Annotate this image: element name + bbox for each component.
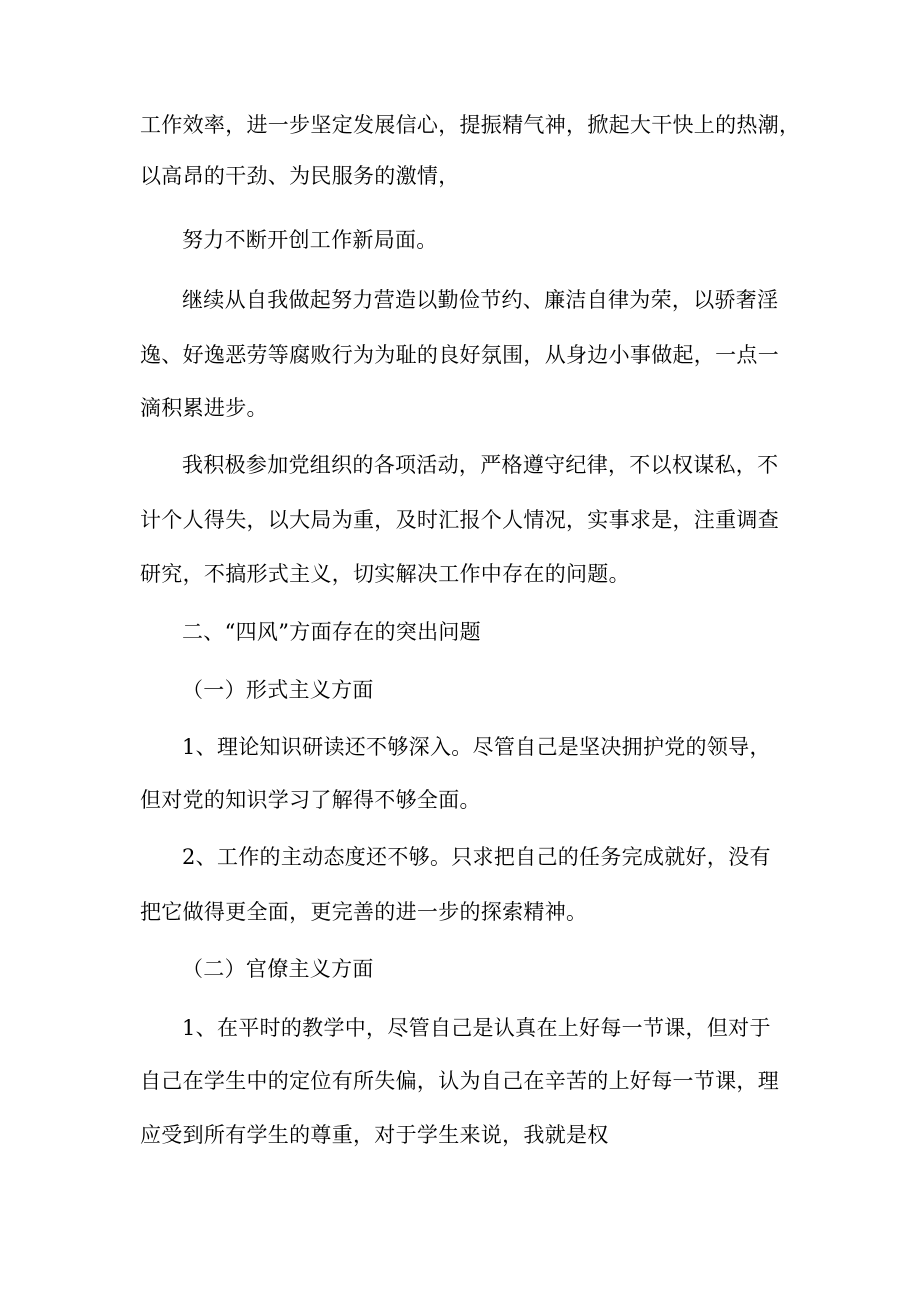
paragraph-text: 努力不断开创工作新局面。 (182, 228, 438, 252)
subsection-heading: （二）官僚主义方面 (182, 957, 374, 981)
paragraph-text: 我积极参加党组织的各项活动，严格遵守纪律，不以权谋私，不 (182, 453, 779, 477)
subsection-heading: （一）形式主义方面 (182, 678, 374, 702)
text-line: 工作效率，进一步坚定发展信心，提振精气神，掀起大干快上的热潮， (140, 113, 801, 137)
text-line: 应受到所有学生的尊重，对于学生来说，我就是权 (140, 1123, 609, 1147)
text-line: 以高昂的干劲、为民服务的激情， (140, 164, 460, 188)
text-line: 滴积累进步。 (140, 396, 268, 420)
text-line: 把它做得更全面，更完善的进一步的探索精神。 (140, 900, 588, 924)
text-line: 自己在学生中的定位有所失偏，认为自己在辛苦的上好每一节课，理 (140, 1069, 779, 1093)
text-line: 但对党的知识学习了解得不够全面。 (140, 788, 481, 812)
paragraph-text: 继续从自我做起努力营造以勤俭节约、廉洁自律为荣，以骄奢淫 (182, 288, 779, 312)
text-line: 研究，不搞形式主义，切实解决工作中存在的问题。 (140, 562, 630, 586)
section-heading: 二、“四风”方面存在的突出问题 (182, 620, 481, 644)
paragraph-text: 1、在平时的教学中，尽管自己是认真在上好每一节课，但对于 (182, 1016, 771, 1040)
paragraph-text: 1、理论知识研读还不够深入。尽管自己是坚决拥护党的领导， (182, 735, 771, 759)
paragraph-text: 2、工作的主动态度还不够。只求把自己的任务完成就好，没有 (182, 845, 771, 869)
text-line: 逸、好逸恶劳等腐败行为为耻的良好氛围，从身边小事做起，一点一 (140, 343, 779, 367)
text-line: 计个人得失，以大局为重，及时汇报个人情况，实事求是，注重调查 (140, 508, 779, 532)
